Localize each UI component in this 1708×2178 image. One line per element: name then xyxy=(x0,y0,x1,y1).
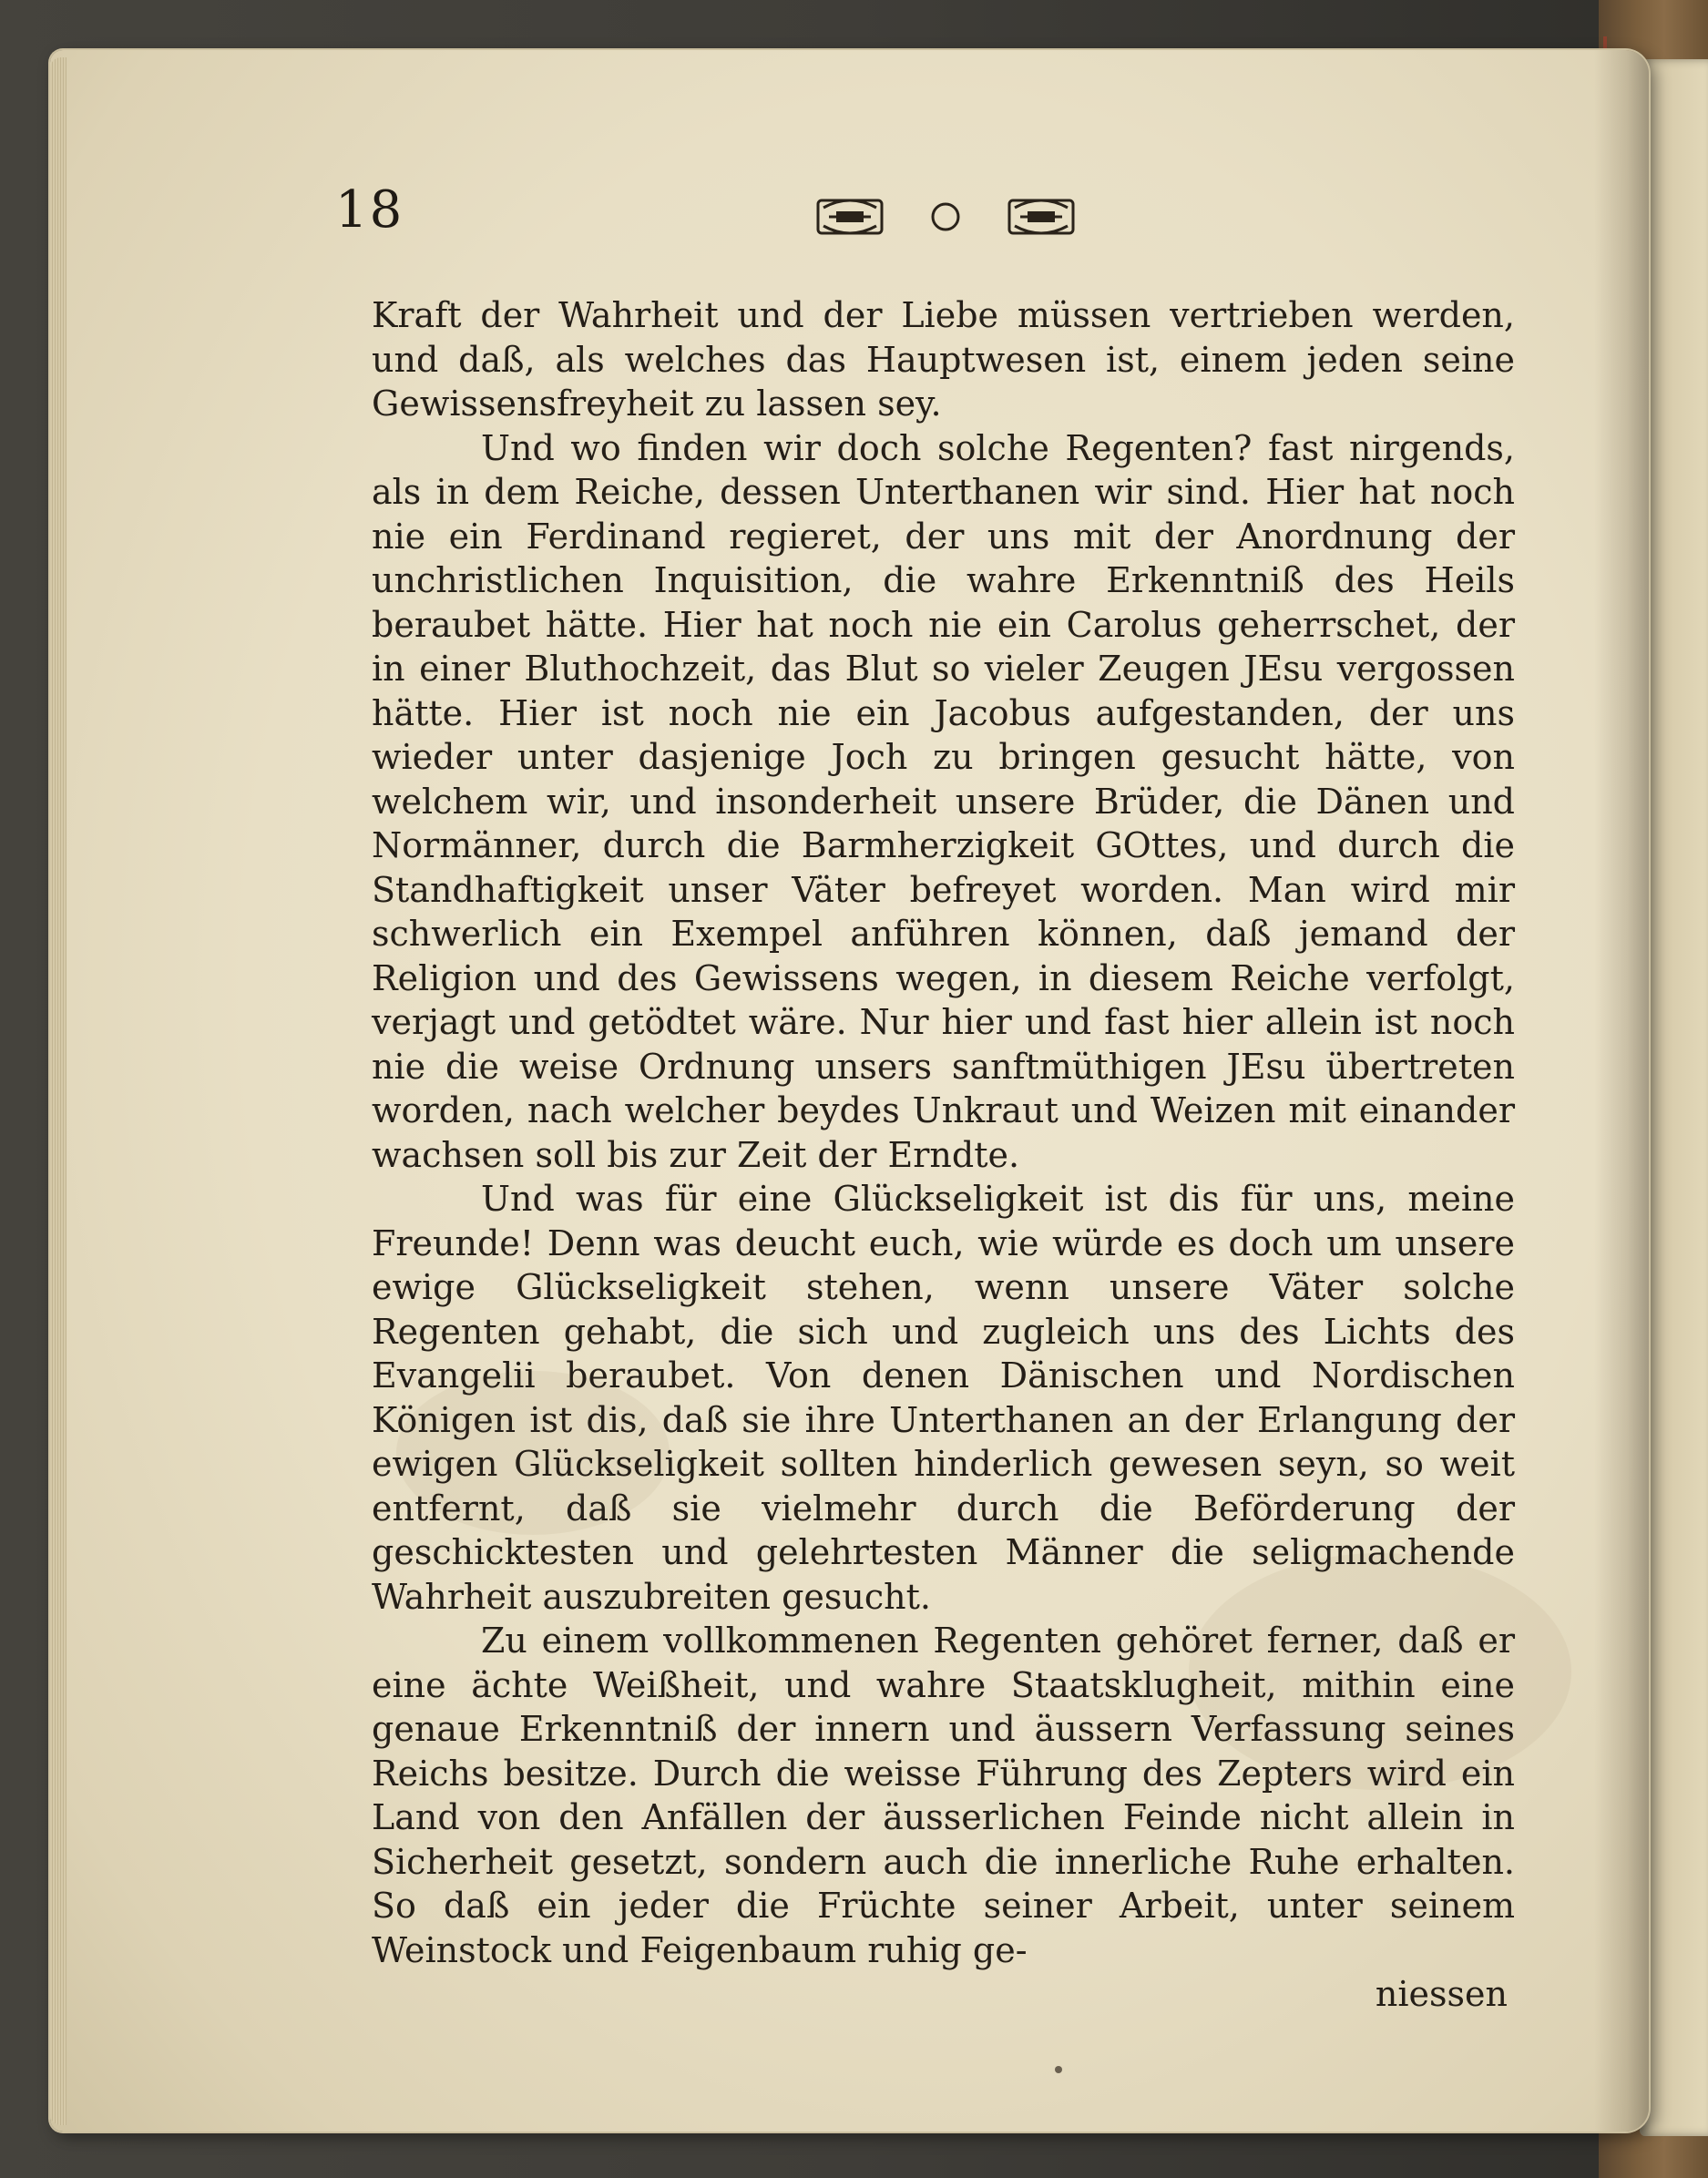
page-number: 18 xyxy=(335,180,404,240)
gutter-shadow xyxy=(1594,50,1649,2132)
facing-page-edge xyxy=(1640,59,1708,2136)
paragraph: Und wo finden wir doch solche Regenten? fast nirgends, als in dem Reiche, dessen Unterthanen wir sind. Hier hat noch nie ein Ferdinand regieret, der uns mit der Anordnung der unchristlichen Inquisition, die wahre Erkenntniß des Heils beraubet hätte. Hier hat noch nie ein Carolus geherrschet, der in einer Bluthochzeit, das Blut so vieler Zeugen JEsu vergossen hätte. Hier ist noch nie ein Jacobus aufgestanden, der uns wieder unter dasjenige Joch zu bringen gesucht hätte, von welchem wir, und insonderheit unsere Brüder, die Dänen und Normänner, durch die Barmherzigkeit GOttes, und durch die Standhaftigkeit unser Väter befreyet worden. Man wird mir schwerlich ein Exempel anführen können, daß jemand der Religion und des Gewissens wegen, in diesem Reiche verfolgt, verjagt und getödtet wäre. Nur hier und fast hier allein ist noch nie die weise Ordnung unsers sanftmüthigen JEsu übertreten worden, nach welcher beydes Unkraut und Weizen mit einander wachsen soll bis zur Zeit der Erndte. xyxy=(372,427,1515,1175)
catchword-row xyxy=(372,1972,1515,2017)
page-edge-stack xyxy=(50,57,66,2125)
catchword: niessen xyxy=(1375,1974,1508,2014)
paragraph: Kraft der Wahrheit und der Liebe müssen vertrieben werden, und daß, als welches das Hauptwesen ist, einem jeden seine Gewissensfreyheit zu lassen sey. xyxy=(372,295,1515,424)
ink-speck xyxy=(1055,2066,1062,2073)
running-head xyxy=(317,162,1529,262)
printer-ornament-icon xyxy=(809,189,1082,244)
paragraph: Zu einem vollkommenen Regenten gehöret ferner, daß er eine ächte Weißheit, und wahre Staatsklugheit, mithin eine genaue Erkenntniß der innern und äussern Verfassung seines Reichs besitze. Durch die weisse Führung des Zepters wird ein Land von den Anfällen der äusserlichen Feinde nicht allein in Sicherheit gesetzt, sondern auch die innerliche Ruhe erhalten. So daß ein jeder die Früchte seiner Arbeit, unter seinem Weinstock und Feigenbaum ruhig ge- xyxy=(372,1621,1515,1970)
body-text xyxy=(372,293,1515,2017)
paragraph: Und was für eine Glückseligkeit ist dis für uns, meine Freunde! Denn was deucht euch, wie würde es doch um unsere ewige Glückseligkeit stehen, wenn unsere Väter solche Regenten gehabt, die sich und zugleich uns des Lichts des Evangelii beraubet. Von denen Dänischen und Nordischen Königen ist dis, daß sie ihre Unterthanen an der Erlangung der ewigen Glückseligkeit sollten hinderlich gewesen seyn, so weit entfernt, daß sie vielmehr durch die Beförderung der geschicktesten und gelehrtesten Männer die seligmachende Wahrheit auszubreiten gesucht. xyxy=(372,1179,1515,1617)
